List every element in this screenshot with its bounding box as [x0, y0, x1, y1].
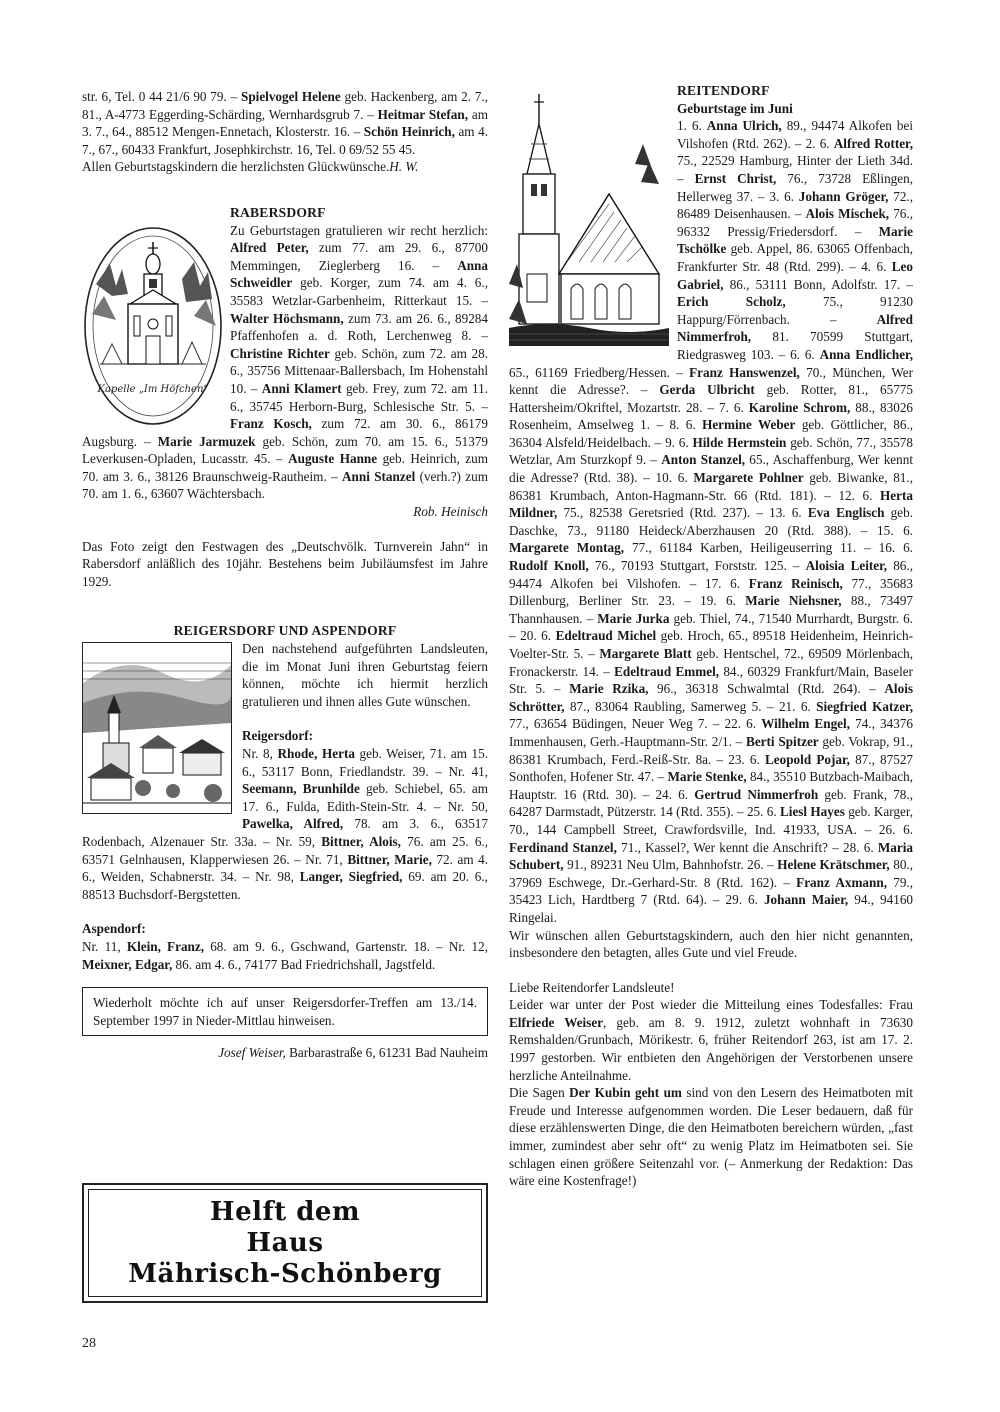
letter-sagen: Die Sagen Der Kubin geht um sind von den Lesern des Heimatboten mit Freude und Interesse aufgenommen worden. Die Leser bedauern, daß für diese erzählenswerten Dinge, die den Heimatboten bereichern würden, „fast immer, zumindest aber sehr oft“ zu wenig Platz im Heimatboten sei. Sie schlagen einen größere Seitenzahl vor. (– Anmerkung der Redaktion: Das wäre eine Kostenfrage!) [509, 1085, 913, 1189]
signature-address: Barbarastraße 6, 61231 Bad Nauheim [285, 1045, 488, 1061]
reitendorf-title: REITENDORF [677, 83, 770, 98]
meeting-notice-box [82, 987, 488, 1036]
banner-line-2: Haus [246, 1227, 324, 1258]
aspendorf-subtitle: Aspendorf: [82, 921, 146, 937]
rabersdorf-section [82, 204, 488, 590]
photo-caption: Das Foto zeigt den Festwagen des „Deutschvölk. Turnverein Jahn“ in Rabersdorf anläßlich des 10jähr. Bestehens beim Jubiläumsfest im Jahre 1929. [82, 538, 488, 589]
signature-name: Josef Weiser, [218, 1045, 286, 1061]
help-banner-inner [88, 1189, 482, 1297]
reigersdorf-title: REIGERSDORF UND ASPENDORF [173, 623, 397, 639]
letter-obituary: Leider war unter der Post wieder die Mitteilung eines Todesfalles: Frau Elfriede Weiser, geb. am 8. 9. 1912, zuletzt wohnhaft in 73630 Remshalden/Grunbach, Mörikestr. 6, früher Reitendorf 263, ist am 17. 2. 1997 gestorben. Wir entbieten den Angehörigen der Verstorbenen unsere herzliche Anteilnahme. [509, 997, 913, 1083]
reigersdorf-subtitle: Reigersdorf: [242, 728, 314, 744]
intro-closing: Allen Geburtstagskindern die herzlichsten Glückwünsche.H. W. [82, 159, 419, 175]
reitendorf-subtitle: Geburtstage im Juni [677, 100, 793, 116]
rabersdorf-body: Zu Geburtstagen gratulieren wir recht herzlich: Alfred Peter, zum 77. am 29. 6., 87700 Memmingen, Zieglerberg 16. – Anna Schweidler geb. Korger, zum 74. am 4. 6., 35583 Wetzlar-Garbenheim, Ritterkaut 15. – Walter Höchsmann, zum 73. am 26. 6., 89284 Pfaffenhofen a. d. Roth, Lerchenweg 8. – Christine Richter geb. Schön, zum 72. am 28. 6., 35756 Mittenaar-Ballersbach, Im Hohenstahl 10. – Anni Klamert geb. Frey, zum 72. am 11. 6., 35745 Herborn-Burg, Schlesische Str. 5. – Franz Kosch, zum 72. am 30. 6., 86179 Augsburg. – Marie Jarmuzek geb. Schön, zum 70. am 15. 6., 51379 Leverkusen-Opladen, Lucasstr. 45. – Auguste Hanne geb. Heinrich, zum 70. am 3. 6., 38126 Braunschweig-Rautheim. – Anni Stanzel (verh.?) zum 70. am 1. 6., 63607 Wächtersbach. [82, 222, 489, 502]
right-column [509, 82, 913, 1190]
reigersdorf-intro: Den nachstehend aufgeführten Landsleuten, die im Monat Juni ihren Geburtstag feiern können, möchte ich hiermit herzlich gratulieren und ihnen alles Gute wünschen. [242, 641, 488, 709]
reigersdorf-section [82, 622, 488, 1061]
rabersdorf-title: RABERSDORF [230, 204, 326, 220]
banner-line-3: Mährisch-Schönberg [128, 1258, 442, 1289]
carryover-entries: str. 6, Tel. 0 44 21/6 90 79. – Spielvogel Helene geb. Hackenberg, am 2. 7., 81., A-4773 Eggerding-Schärding, Wernhardsgrub 7. – Heitmar Stefan, am 3. 7., 64., 88512 Mengen-Ennetach, Klosterstr. 16. – Schön Heinrich, am 4. 7., 67., 60433 Frankfurt, Josephkirchstr. 16, Tel. 0 69/52 55 45. [82, 89, 488, 157]
reitendorf-birthdays: 1. 6. Anna Ulrich, 89., 94474 Alkofen bei Vilshofen (Rtd. 262). – 2. 6. Alfred Rotter, 75., 22529 Hamburg, Hinter der Lieth 34d. – Ernst Christ, 76., 73728 Eßlingen, Hellerweg 37. – 3. 6. Johann Gröger, 72., 86489 Deisenhausen. – Alois Mischek, 76., 96332 Pressig/Friedersdorf. – Marie Tschölke geb. Appel, 86. 63065 Offenbach, Frankfurter Str. 48 (Rtd. 299). – 4. 6. Leo Gabriel, 86., 53111 Bonn, Adolfstr. 17. – Erich Scholz, 75., 91230 Happurg/Förrenbach. – Alfred Nimmerfroh, 81. 70599 Stuttgart, Riedgrasweg 103. – 6. 6. Anna Endlicher, 65., 61169 Friedberg/Hessen. – Franz Hanswenzel, 70., München, Wer kennt die Adresse?. – Gerda Ulbricht geb. Rotter, 81., 65775 Hattersheim/Okriftel, Mozartstr. 28. – 7. 6. Karoline Schrom, 88., 83026 Rosenheim, Amselweg 1. – 8. 6. Hermine Weber geb. Göttlicher, 86., 36304 Alsfeld/Heidelbach. – 9. 6. Hilde Hermstein geb. Schön, 77., 35578 Wetzlar, Am Sturzkopf 9. – Anton Stanzel, 65., Aschaffenburg, Wer kennt die Adresse? (Rtd. 38). – 10. 6. Margarete Pohlner geb. Biwanke, 81., 86381 Krumbach, Anton-Hagmann-Str. 66 (Rtd. 181). – 12. 6. Herta Mildner, 75., 82538 Geretsried (Rtd. 237). – 13. 6. Eva Englisch geb. Daschke, 73., 91180 Heideck/Aberzhausen 20 (Rtd. 388). – 15. 6. Margarete Montag, 77., 61184 Karben, Heiligeuserring 11. – 16. 6. Rudolf Knoll, 76., 70193 Stuttgart, Forststr. 125. – Aloisia Leiter, 86., 94474 Alkofen bei Vilshofen. – 17. 6. Franz Reinisch, 77., 35683 Dillenburg, Berliner Str. 23. – 19. 6. Marie Niehsner, 88., 73497 Thannhausen. – Marie Jurka geb. Thiel, 74., 71540 Murrhardt, Burgstr. 6. – 20. 6. Edeltraud Michel geb. Hroch, 65., 89518 Heidenheim, Heinrich-Voelter-Str. 5. – Margarete Blatt geb. Hentschel, 72., 69509 Mörlenbach, Fronackerstr. 14. – Edeltraud Emmel, 84., 60329 Frankfurt/Main, Baseler Str. 5. – Marie Rzika, 96., 36318 Schwalmtal (Rtd. 264). – Alois Schrötter, 87., 83064 Raubling, Samerweg 5. – 21. 6. Siegfried Katzer, 77., 63654 Büdingen, Neuer Weg 7. – 22. 6. Wilhelm Engel, 74., 34376 Immenhausen, Gerh.-Hauptmann-Str. 2/1. – Berti Spitzer geb. Vokrap, 91., 86381 Krumbach, Ferd.-Reiß-Str. 8a. – 23. 6. Leopold Pojar, 87., 87527 Sonthofen, Hofener Str. 47. – Marie Stenke, 84., 35510 Butzbach-Maibach, Hauptstr. 16 (Rtd. 30). – 24. 6. Gertrud Nimmerfroh geb. Frank, 78., 64287 Darmstadt, Pützerstr. 14 (Rtd. 355). – 25. 6. Liesl Hayes geb. Karger, 70., 144 Campbell Street, Crawfordsville, Ind. 41933, USA. – 26. 6. Ferdinand Stanzel, 71., Kassel?, Wer kennt die Anschrift? – 28. 6. Maria Schubert, 91., 89231 Neu Ulm, Bahnhofstr. 26. – Helene Krätschmer, 80., 37969 Eschwege, Dr.-Gerhard-Str. 8 (Rtd. 162). – Franz Axmann, 79., 35423 Lich, Hardtberg 7 (Rtd. 64). – 29. 6. Johann Maier, 94., 94160 Ringelai. [509, 118, 914, 925]
aspendorf-body: Nr. 11, Klein, Franz, 68. am 9. 6., Gschwand, Gartenstr. 18. – Nr. 12, Meixner, Edgar, 86. am 4. 6., 74177 Bad Friedrichshall, Jagstfeld. [82, 938, 489, 972]
left-column [82, 88, 488, 1062]
church-drawing-image [509, 84, 669, 346]
rabersdorf-signature: Rob. Heinisch [413, 504, 488, 520]
intro-signature: H. W. [389, 159, 419, 175]
reigersdorf-body: Nr. 8, Rhode, Herta geb. Weiser, 71. am 15. 6., 53117 Bonn, Friedlandstr. 39. – Nr. 41, Seemann, Brunhilde geb. Schiebel, 65. am 17. 6., Fulda, Edith-Stein-Str. 4. – Nr. 50, Pawelka, Alfred, 78. am 3. 6., 63517 Rodenbach, Alzenauer Str. 33a. – Nr. 59, Bittner, Alois, 76. am 25. 6., 63571 Gelnhausen, Klapperwiesen 26. – Nr. 71, Bittner, Marie, 72. am 4. 6., Weiden, Schabnerstr. 34. – Nr. 98, Langer, Siegfried, 69. am 20. 6., 88513 Buchsdorf-Bergstetten. [82, 746, 489, 902]
meeting-notice-text: Wiederholt möchte ich auf unser Reigersdorfer-Treffen am 13./14. September 1997 in Nieder-Mittlau hinweisen. [93, 995, 477, 1028]
letter-greeting: Liebe Reitendorfer Landsleute! [509, 979, 675, 995]
village-drawing-image [82, 642, 232, 814]
help-banner [82, 1183, 488, 1303]
chapel-seal-image [82, 224, 224, 429]
banner-line-1: Helft dem [210, 1196, 360, 1227]
reitendorf-closing: Wir wünschen allen Geburtstagskindern, auch den hier nicht genannten, insbesondere den betagten, alles Gute und viel Freude. [509, 927, 913, 961]
page-number: 28 [82, 1336, 96, 1351]
seal-inscription: Kapelle „Im Höfchen“ [97, 383, 209, 395]
reigersdorf-signature [82, 1044, 488, 1062]
